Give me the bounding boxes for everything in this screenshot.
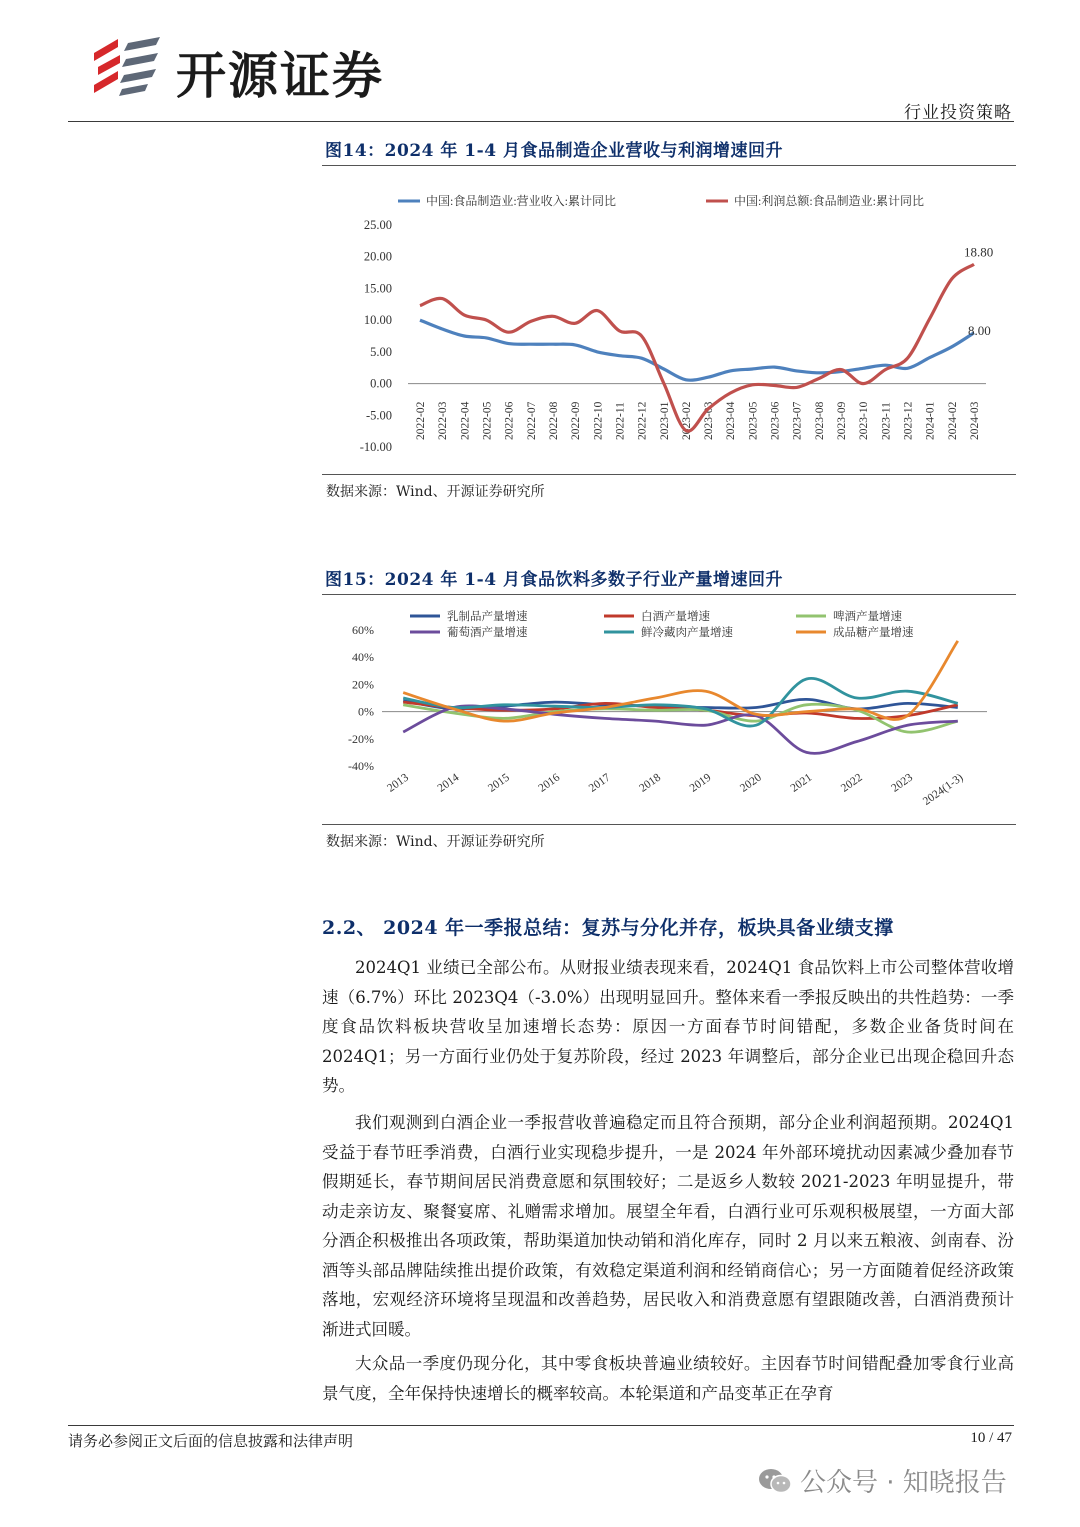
figure14-bottom-rule — [322, 474, 1016, 475]
figure15-bottom-rule — [322, 824, 1016, 825]
x-tick-label: 2022-02 — [415, 401, 427, 440]
x-tick-label: 2023-05 — [747, 401, 760, 440]
x-tick-label: 2022-08 — [547, 401, 560, 440]
x-tick-label: 2022-06 — [503, 401, 516, 440]
y-tick-label: 5.00 — [370, 344, 392, 359]
footer-divider — [68, 1425, 1014, 1426]
x-tick-label: 2023-12 — [902, 401, 915, 440]
data-label: 18.80 — [964, 244, 994, 260]
y-tick-label: 20.00 — [363, 249, 392, 264]
figure14-top-rule — [322, 165, 1016, 166]
x-tick-label: 2016 — [536, 771, 563, 795]
x-tick-label: 2024-03 — [969, 401, 981, 440]
x-tick-label: 2022-09 — [570, 401, 583, 440]
figure15-source: 数据来源：Wind、开源证券研究所 — [326, 834, 545, 850]
x-tick-label: 2017 — [586, 771, 613, 795]
figure14-source: 数据来源：Wind、开源证券研究所 — [326, 484, 545, 500]
header-divider — [68, 121, 1014, 122]
x-tick-label: 2022-04 — [459, 401, 472, 440]
y-tick-label: 0.00 — [370, 376, 392, 391]
legend-label: 白酒产量增速 — [641, 611, 710, 623]
y-tick-label: 40% — [352, 650, 374, 665]
x-tick-label: 2023-11 — [880, 402, 893, 440]
x-tick-label: 2023-09 — [836, 401, 849, 440]
footer-disclaimer: 请务必参阅正文后面的信息披露和法律声明 — [68, 1432, 354, 1450]
x-tick-label: 2024-02 — [946, 401, 959, 440]
x-tick-label: 2022 — [838, 771, 865, 795]
x-tick-label: 2023-06 — [769, 401, 782, 440]
legend-label: 乳制品产量增速 — [447, 611, 528, 623]
data-label: 8.00 — [968, 322, 991, 338]
x-tick-label: 2023-08 — [813, 401, 826, 440]
y-tick-label: -20% — [348, 731, 374, 746]
x-tick-label: 2020 — [738, 771, 764, 795]
x-tick-label: 2021 — [788, 771, 815, 795]
x-tick-label: 2023-02 — [680, 401, 693, 440]
watermark-text: 公众号 · 知晓报告 — [800, 1468, 1007, 1498]
figure15-chart — [322, 597, 1016, 821]
report-type: 行业投资策略 — [904, 103, 1012, 123]
x-tick-label: 2022-10 — [592, 401, 605, 440]
y-tick-label: 10.00 — [363, 313, 392, 328]
x-tick-label: 2023-07 — [791, 401, 804, 440]
page-number: 10 / 47 — [970, 1430, 1012, 1446]
x-tick-label: 2015 — [486, 771, 512, 795]
x-tick-label: 2023 — [889, 771, 916, 795]
logo-mark-icon — [90, 33, 170, 97]
paragraph: 2024Q1 业绩已全部公布。从财报业绩表现来看，2024Q1 食品饮料上市公司整体营收增速（6.7%）环比 2023Q4（-3.0%）出现明显回升。整体来看一季报反映出的共性趋势：一季度食品饮料板块营收呈加速增长态势：原因一方面春节时间错配，多数企业备货时间在 2024Q1；另一方面行业仍处于复苏阶段，经过 2023 年调整后，部分企业已出现企稳回升态势。 — [322, 958, 1014, 1095]
x-tick-label: 2024-01 — [924, 401, 937, 440]
y-tick-label: -40% — [348, 759, 374, 773]
y-tick-label: 15.00 — [363, 281, 392, 296]
paragraph: 我们观测到白酒企业一季报营收普遍稳定而且符合预期，部分企业利润超预期。2024Q1 受益于春节旺季消费，白酒行业实现稳步提升，一是 2024 年外部环境扰动因素减少叠加春节假期延长，春节期间居民消费意愿和氛围较好；二是返乡人数较 2021-2023 年明显提升，带动走亲访友、聚餐宴席、礼赠需求增加。展望全年看，白酒行业可乐观积极展望，一方面大部分酒企积极推出各项政策，帮助渠道加快动销和消化库存，同时 2 月以来五粮液、剑南春、汾酒等头部品牌陆续推出提价政策，有效稳定渠道利润和经销商信心；另一方面随着促经济政策落地，宏观经济环境将呈现温和改善趋势，居民收入和消费意愿有望跟随改善，白酒消费预计渐进式回暖。 — [322, 1113, 1014, 1339]
figure14-chart — [322, 168, 1016, 472]
y-tick-label: -5.00 — [365, 408, 392, 423]
figure15-title: 图15：2024 年 1-4 月食品饮料多数子行业产量增速回升 — [325, 570, 783, 590]
y-tick-label: 20% — [352, 677, 374, 692]
company-logo — [90, 33, 170, 97]
legend-label: 中国:食品制造业:营业收入:累计同比 — [426, 194, 617, 208]
x-tick-label: 2023-04 — [725, 401, 738, 440]
legend-label: 葡萄酒产量增速 — [447, 627, 528, 639]
x-tick-label: 2022-11 — [614, 402, 627, 440]
legend-label: 成品糖产量增速 — [833, 627, 914, 639]
x-tick-label: 2019 — [687, 771, 714, 795]
x-tick-label: 2014 — [435, 771, 462, 795]
x-tick-label: 2022-12 — [636, 401, 649, 440]
figure14-title: 图14：2024 年 1-4 月食品制造企业营收与利润增速回升 — [325, 141, 783, 161]
x-tick-label: 2022-07 — [525, 401, 538, 440]
wechat-icon — [758, 1467, 792, 1495]
legend-label: 啤酒产量增速 — [833, 611, 902, 623]
y-tick-label: 60% — [352, 623, 374, 637]
x-tick-label: 2023-10 — [858, 401, 871, 440]
y-tick-label: 25.00 — [363, 218, 392, 232]
watermark — [758, 1462, 1007, 1499]
x-tick-label: 2022-05 — [481, 401, 494, 440]
company-name: 开源证券 — [176, 47, 384, 105]
x-tick-label: 2013 — [385, 771, 411, 795]
x-tick-label: 2018 — [637, 771, 664, 795]
paragraph: 大众品一季度仍现分化，其中零食板块普遍业绩较好。主因春节时间错配叠加零食行业高景气度，全年保持快速增长的概率较高。本轮渠道和产品变革正在孕育 — [322, 1354, 1014, 1403]
section-heading: 2.2、 2024 年一季报总结：复苏与分化并存，板块具备业绩支撑 — [322, 917, 894, 939]
x-tick-label: 2024(1-3) — [920, 771, 966, 808]
y-tick-label: -10.00 — [359, 440, 392, 454]
figure15-top-rule — [322, 594, 1016, 595]
y-tick-label: 0% — [358, 704, 374, 719]
x-tick-label: 2023-03 — [703, 401, 716, 440]
x-tick-label: 2023-01 — [658, 401, 671, 440]
x-tick-label: 2022-03 — [437, 401, 450, 440]
legend-label: 中国:利润总额:食品制造业:累计同比 — [734, 194, 925, 208]
legend-label: 鲜冷藏肉产量增速 — [641, 627, 733, 639]
